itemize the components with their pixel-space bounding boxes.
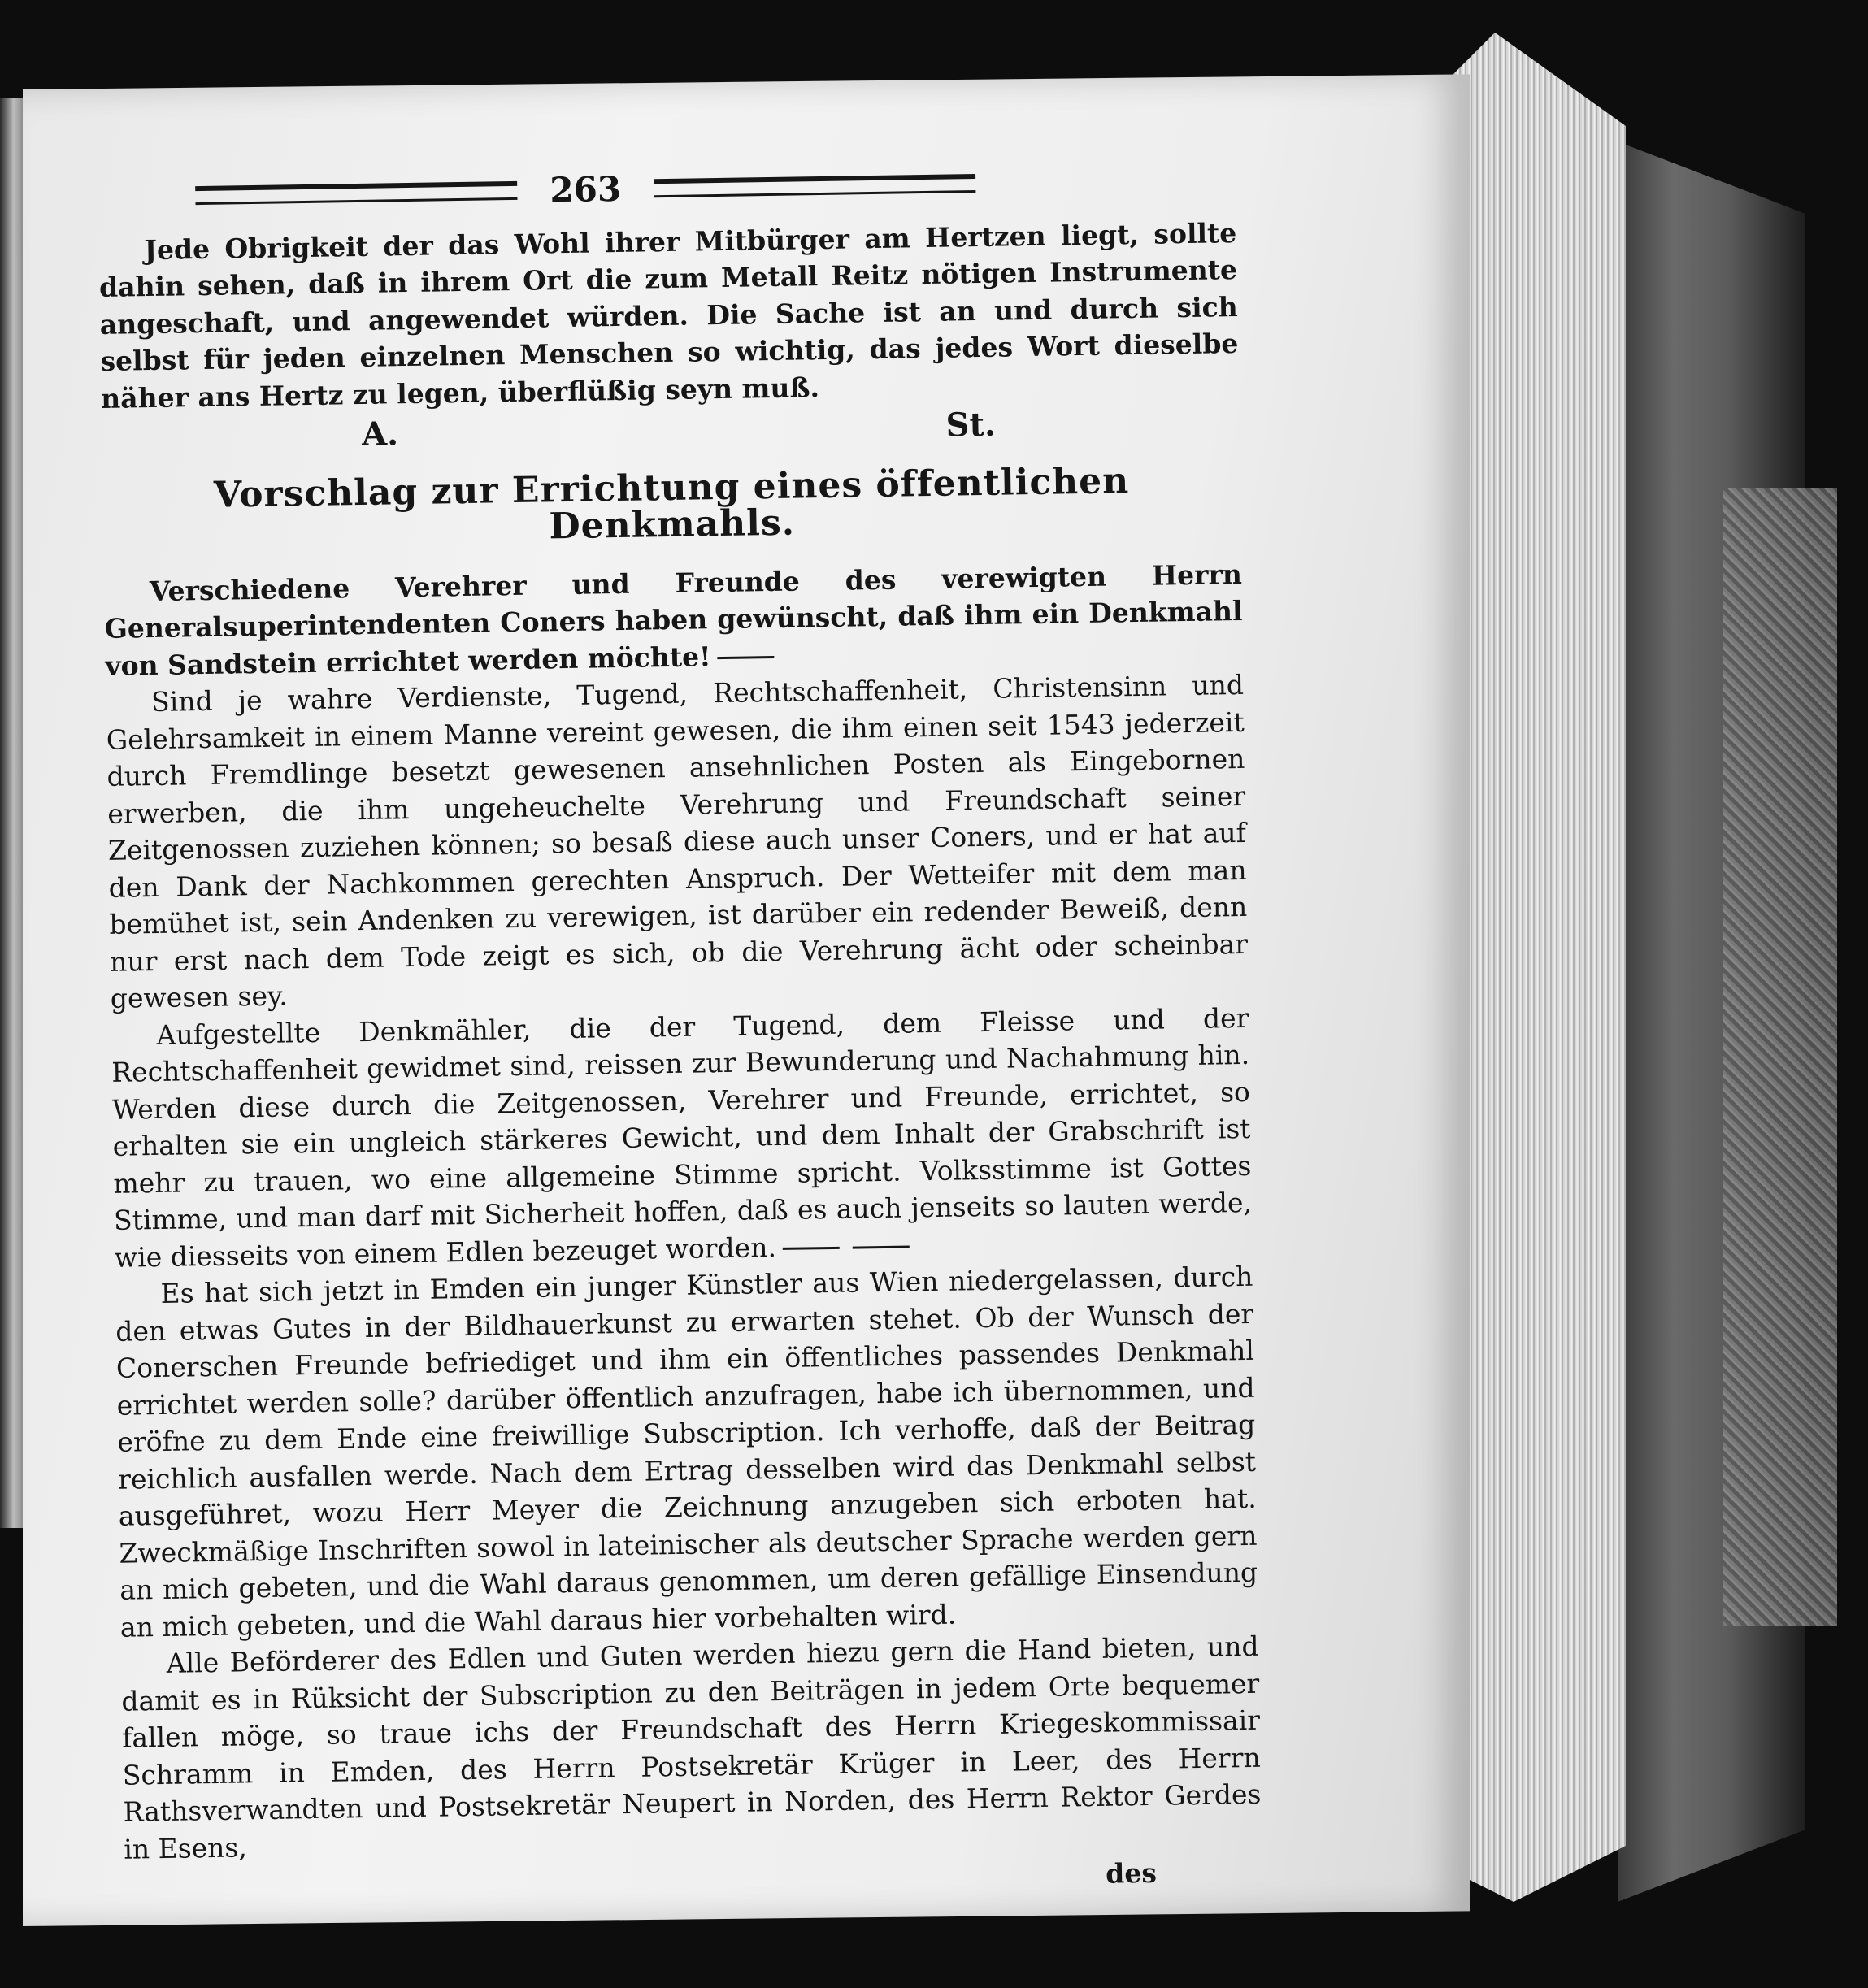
signature-right: St. xyxy=(945,405,997,445)
paragraph-3-text: Aufgestellte Denkmähler, die der Tugend, dem Fleisse und der Rechtschaffenheit gewidmet sind, reissen zur Bewunderung und Nachahmung hin. Werden diese durch die Zeitgenossen, Verehrer und Freunde, errichtet, so erhalten sie ein ungleich stärkeres Gewicht, und dem Inhalt der Grabschrift ist mehr zu trauen, wo eine allgemeine Stimme spricht. Volksstimme ist Gottes Stimme, und man darf mit Sicherheit hoffen, daß es auch jenseits so lauten werde, wie diesseits von einem Edlen bezeuget worden. xyxy=(111,1001,1253,1274)
header-rule-left xyxy=(195,181,517,205)
page-number: 263 xyxy=(550,168,622,211)
paragraph-1-text: Verschiedene Verehrer und Freunde des verewigten Herrn Generalsuperintendenten Coners haben gewünscht, daß ihm ein Denkmahl von Sandstein errichtet werden möchte! xyxy=(104,558,1243,682)
header-rule-right xyxy=(654,174,975,197)
article-paragraph-1 xyxy=(104,555,1244,684)
paragraph-dash xyxy=(718,656,775,659)
cover-spine-texture xyxy=(1723,488,1837,1626)
signature-left: A. xyxy=(361,415,399,454)
intro-paragraph: Jede Obrigkeit der das Wohl ihrer Mitbürger am Hertzen liegt, sollte dahin sehen, daß in ihrem Ort die zum Metall Reitz nötigen Instrumente angeschaft, und angewendet würden. Die Sache ist an und durch sich selbst für jeden einzelnen Menschen so wichtig, das jedes Wort dieselbe näher ans Hertz zu legen, überflüßig seyn muß. xyxy=(98,216,1239,415)
page-text xyxy=(98,161,1262,1908)
paragraph-dash xyxy=(783,1247,840,1250)
left-page-edge xyxy=(0,98,23,1528)
paragraph-dash xyxy=(853,1245,910,1248)
article-paragraph-5: Alle Beförderer des Edlen und Guten werden hiezu gern die Hand bieten, und damit es in Rüksicht der Subscription zu den Beiträgen in jedem Orte bequemer fallen möge, so traue ichs der Freundschaft des Herrn Kriegeskommissair Schramm in Emden, des Herrn Postsekretär Krüger in Leer, des Herrn Rathsverwandten und Postsekretär Neupert in Norden, des Herrn Rektor Gerdes in Esens, xyxy=(121,1630,1262,1865)
article-title: Vorschlag zur Errichtung eines öffentlichen Denkmahls. xyxy=(213,459,1130,548)
article-paragraph-4: Es hat sich jetzt in Emden ein junger Künstler aus Wien niedergelassen, durch den etwas Gutes in der Bildhauerkunst zu erwarten stehet. Ob der Wunsch der Conerschen Freunde befriediget und ihm ein öffentliches passendes Denkmahl errichtet werden solle? darüber öffentlich anzufragen, habe ich übernommen, und eröfne zu dem Ende eine freiwillige Subscription. Ich verhoffe, daß der Beitrag reichlich ausfallen werde. Nach dem Ertrag desselben wird das Denkmahl selbst ausgeführet, wozu Herr Meyer die Zeichnung anzugeben sich erboten hat. Zweckmäßige Inschriften sowol in lateinischer als deutscher Sprache werden gern an mich gebeten, und die Wahl daraus genommen, um deren gefällige Einsendung an mich gebeten, und die Wahl daraus hier vorbehalten wird. xyxy=(115,1260,1258,1643)
intro-signature xyxy=(362,406,997,454)
article-paragraph-3 xyxy=(111,999,1253,1275)
article-paragraph-2: Sind je wahre Verdienste, Tugend, Rechtschaffenheit, Christensinn und Gelehrsamkeit in einem Manne vereint gewesen, die ihm einen seit 1543 jederzeit durch Fremdlinge besetzt gewesenen ansehnlichen Posten als Eingebornen erwerben, die ihm ungeheuchelte Verehrung und Freundschaft seiner Zeitgenossen zuziehen können; so besaß diese auch unser Coners, und er hat auf den Dank der Nachkommen gerechten Anspruch. Der Wetteifer mit dem man bemühet ist, sein Andenken zu verewigen, ist darüber ein redender Beweiß, denn nur erst nach dem Tode zeigt es sich, ob die Verehrung ächt oder scheinbar gewesen sey. xyxy=(106,668,1249,1014)
catchword: des xyxy=(1105,1856,1158,1890)
